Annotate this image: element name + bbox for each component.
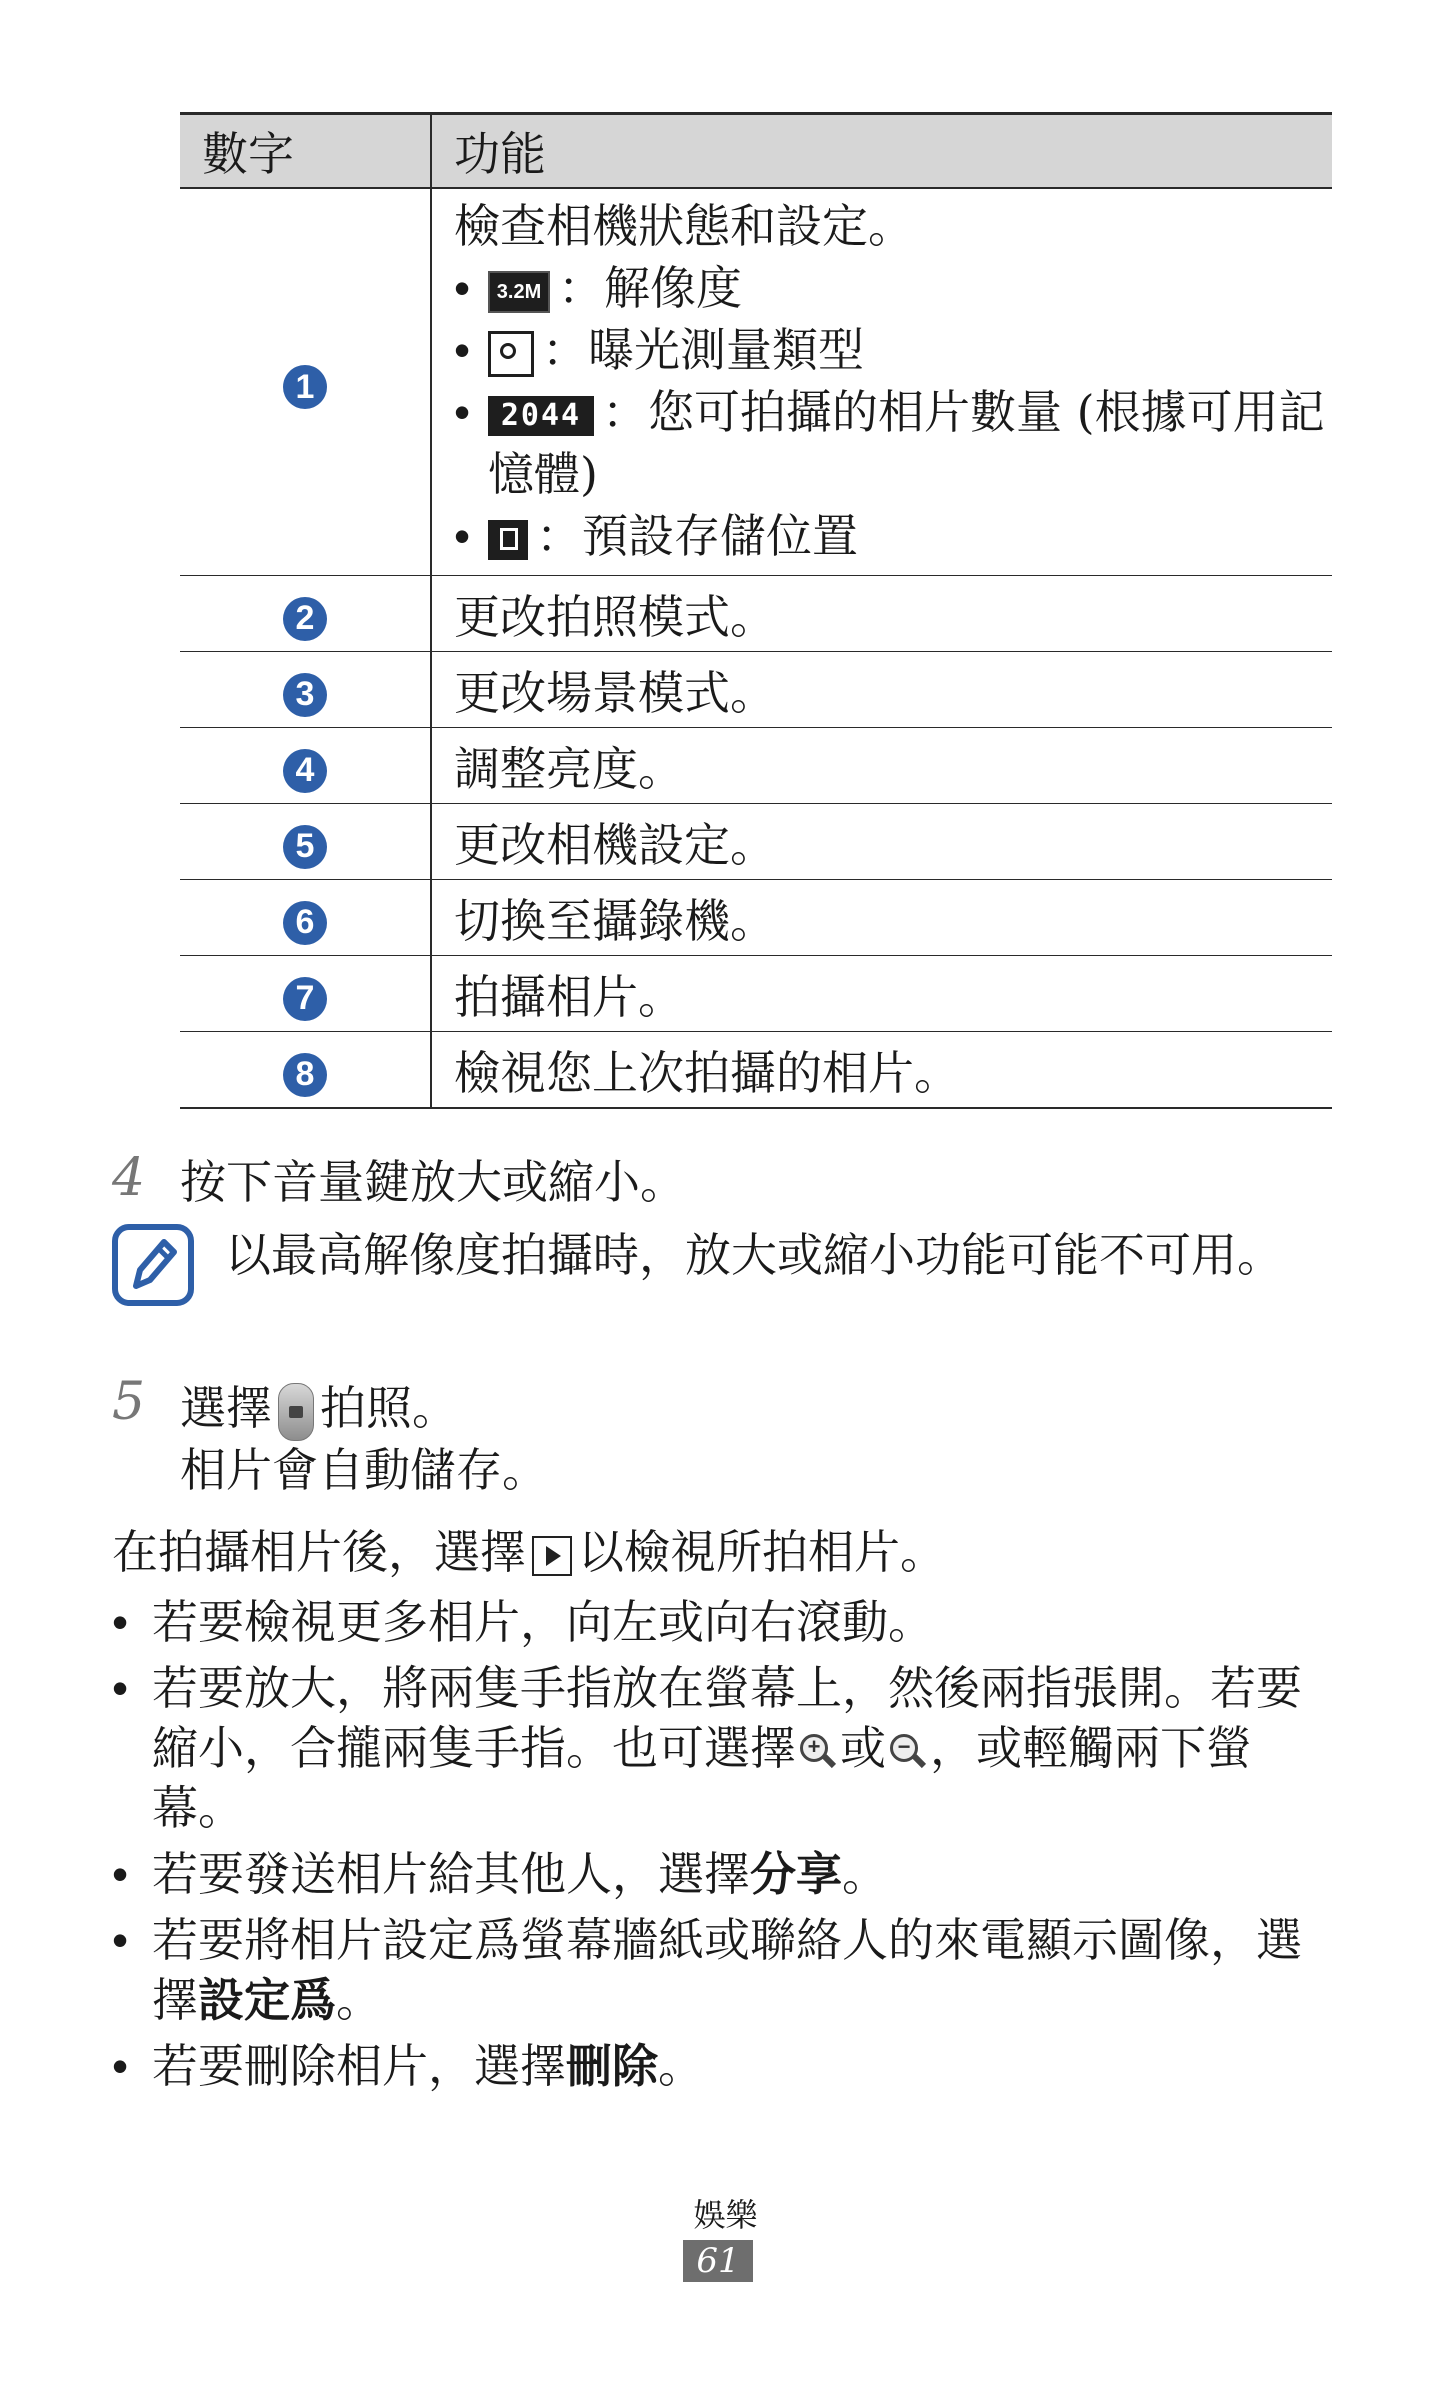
row-intro: 檢查相機狀態和設定。 xyxy=(454,199,914,253)
play-icon xyxy=(532,1536,572,1576)
list-item: • 若要發送相片給其他人，選擇分享。 xyxy=(112,1844,1342,1904)
metering-icon xyxy=(488,331,534,377)
row-text: 更改拍照模式。 xyxy=(431,576,1332,652)
status-bullet: • ：預設存儲位置 xyxy=(454,509,858,563)
storage-icon xyxy=(488,520,528,560)
step-number: 4 xyxy=(112,1148,146,1208)
step-number: 5 xyxy=(112,1372,146,1432)
function-table xyxy=(180,112,1332,1109)
note-icon xyxy=(112,1224,194,1306)
table-row xyxy=(180,728,1332,804)
number-badge: 7 xyxy=(283,977,327,1021)
camera-shutter-icon xyxy=(278,1383,314,1441)
step-text: 選擇 拍照。 xyxy=(180,1378,1340,1441)
list-item: • 若要刪除相片，選擇刪除。 xyxy=(112,2036,1342,2096)
row-text: 更改場景模式。 xyxy=(431,652,1332,728)
number-badge: 4 xyxy=(283,749,327,793)
row-text: 拍攝相片。 xyxy=(431,956,1332,1032)
section-name: 娛樂 xyxy=(693,2196,758,2234)
step-text: 按下音量鍵放大或縮小。 xyxy=(180,1155,686,1209)
table-row xyxy=(180,576,1332,652)
list-item: • 若要檢視更多相片，向左或向右滾動。 xyxy=(112,1592,1342,1652)
row-text: 檢視您上次拍攝的相片。 xyxy=(431,1032,1332,1109)
table-row xyxy=(180,188,1332,576)
zoom-out-icon: − xyxy=(890,1734,926,1770)
list-item: • 若要將相片設定爲螢幕牆紙或聯絡人的來電顯示圖像，選擇設定爲。 xyxy=(112,1910,1342,2030)
row-text: 切換至攝錄機。 xyxy=(431,880,1332,956)
status-bullet: • ：曝光測量類型 xyxy=(454,323,864,377)
header-number: 數字 xyxy=(180,114,431,189)
zoom-in-icon: + xyxy=(800,1734,836,1770)
tips-list xyxy=(112,1592,1342,2102)
after-capture-text: 在拍攝相片後，選擇 以檢視所拍相片。 xyxy=(112,1525,946,1579)
table-row xyxy=(180,1032,1332,1109)
number-badge: 5 xyxy=(283,825,327,869)
number-badge: 6 xyxy=(283,901,327,945)
table-row xyxy=(180,880,1332,956)
header-function: 功能 xyxy=(431,114,1332,189)
status-bullet: • 2044 ：您可拍攝的相片數量 (根據可用記憶體) xyxy=(454,385,1325,501)
table-header-row xyxy=(180,114,1332,189)
status-bullet: • 3.2M ：解像度 xyxy=(454,261,742,315)
number-badge: 2 xyxy=(283,597,327,641)
page-number: 61 xyxy=(683,2240,753,2282)
note-text: 以最高解像度拍攝時，放大或縮小功能可能不可用。 xyxy=(225,1228,1283,1282)
number-badge: 8 xyxy=(283,1053,327,1097)
step-subtext: 相片會自動儲存。 xyxy=(180,1443,548,1497)
row-text: 調整亮度。 xyxy=(431,728,1332,804)
table-row xyxy=(180,652,1332,728)
table-row xyxy=(180,956,1332,1032)
list-item: • 若要放大，將兩隻手指放在螢幕上，然後兩指張開。若要縮小，合攏兩隻手指。也可選擇 + 或 − ，或輕觸兩下螢幕。 xyxy=(112,1658,1342,1838)
photo-count-icon: 2044 xyxy=(488,396,594,436)
row-text: 更改相機設定。 xyxy=(431,804,1332,880)
number-badge: 1 xyxy=(283,365,327,409)
resolution-icon: 3.2M xyxy=(488,271,550,313)
table-row xyxy=(180,804,1332,880)
number-badge: 3 xyxy=(283,673,327,717)
